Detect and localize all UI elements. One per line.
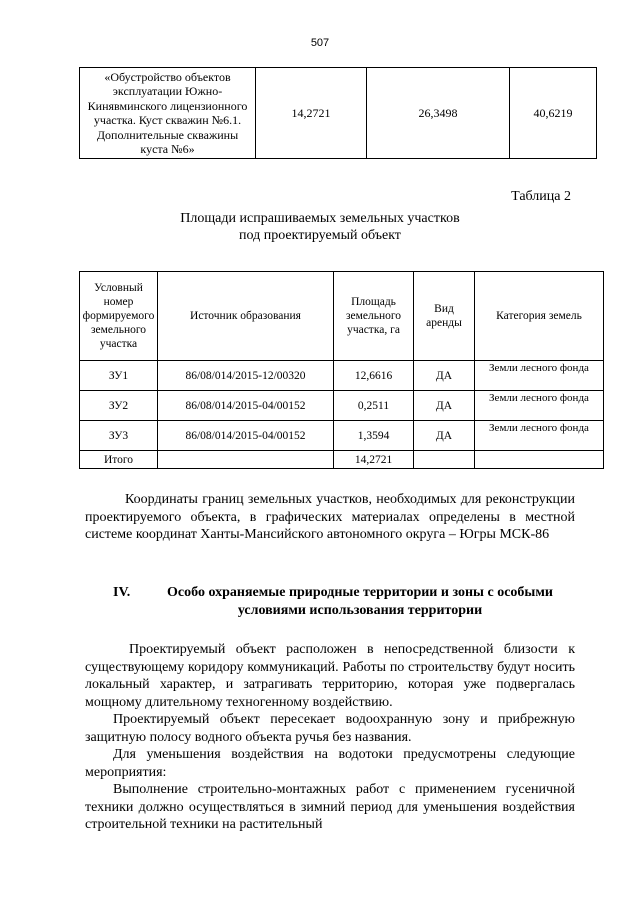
land-plots-table: [79, 271, 604, 469]
lease-cell: ДА: [414, 421, 475, 451]
plot-number-cell: ЗУ1: [80, 361, 158, 391]
page-number: 507: [310, 37, 330, 49]
body-paragraph: Проектируемый объект пересекает водоохранную зону и прибрежную защитную полосу водного объекта ручья без названия.: [85, 712, 575, 745]
object-name-cell: «Обустройство объектов эксплуатации Южно-Кинявминского лицензионного участка. Куст скважин №6.1. Дополнительные скважины куста №6»: [80, 68, 256, 159]
column-header-source: Источник образования: [158, 272, 334, 361]
body-paragraph: Для уменьшения воздействия на водотоки предусмотрены следующие мероприятия:: [85, 747, 575, 780]
category-cell: Земли лесного фонда: [475, 391, 604, 421]
coordinates-paragraph-block: [85, 491, 575, 544]
source-cell: 86/08/014/2015-04/00152: [158, 391, 334, 421]
table-caption: Таблица 2: [511, 189, 571, 204]
column-header-num: Условный номер формируемого земельного участка: [80, 272, 158, 361]
area-cell: 0,2511: [334, 391, 414, 421]
table-row: [80, 68, 597, 159]
area-value-cell: 40,6219: [510, 68, 597, 159]
table-row: [80, 421, 604, 451]
section-heading: [85, 584, 575, 620]
body-paragraph: Выполнение строительно-монтажных работ с применением гусеничной техники должно осуществляться в зимний период для уменьшения воздействия строительной техники на растительный: [85, 782, 575, 832]
area-value-cell: 14,2721: [256, 68, 367, 159]
table-row: [80, 391, 604, 421]
category-cell: Земли лесного фонда: [475, 361, 604, 391]
area-cell: 1,3594: [334, 421, 414, 451]
body-paragraph: Проектируемый объект расположен в непосредственной близости к существующему коридору коммуникаций. Работы по строительству будут носить локальный характер, и затрагивать территорию, которая уже подвергалась мощному длительному техногенному воздействию.: [85, 642, 575, 710]
table-row: [80, 361, 604, 391]
source-cell: 86/08/014/2015-12/00320: [158, 361, 334, 391]
table-title-line: Площади испрашиваемых земельных участков: [180, 211, 460, 226]
coordinates-paragraph: Координаты границ земельных участков, необходимых для реконструкции проектируемого объекта, в графических материалах определены в местной системе координат Ханты-Мансийского автономного округа – Югры МСК-86: [85, 492, 575, 542]
section-number: IV.: [113, 585, 131, 600]
object-areas-table: [79, 67, 597, 159]
area-value-cell: 26,3498: [367, 68, 510, 159]
area-cell: 12,6616: [334, 361, 414, 391]
plot-number-cell: ЗУ2: [80, 391, 158, 421]
total-label-cell: Итого: [80, 451, 158, 469]
column-header-lease: Вид аренды: [414, 272, 475, 361]
column-header-category: Категория земель: [475, 272, 604, 361]
empty-cell: [158, 451, 334, 469]
category-cell: Земли лесного фонда: [475, 421, 604, 451]
column-header-area: Площадь земельного участка, га: [334, 272, 414, 361]
total-row: [80, 451, 604, 469]
table-title: [0, 210, 640, 244]
empty-cell: [414, 451, 475, 469]
section-title: Особо охраняемые природные территории и зоны с особыми условиями использования территории: [167, 585, 553, 618]
table-title-line: под проектируемый объект: [239, 228, 401, 243]
source-cell: 86/08/014/2015-04/00152: [158, 421, 334, 451]
total-area-cell: 14,2721: [334, 451, 414, 469]
lease-cell: ДА: [414, 361, 475, 391]
section-body: [85, 641, 575, 834]
plot-number-cell: ЗУ3: [80, 421, 158, 451]
lease-cell: ДА: [414, 391, 475, 421]
table-header-row: [80, 272, 604, 361]
empty-cell: [475, 451, 604, 469]
